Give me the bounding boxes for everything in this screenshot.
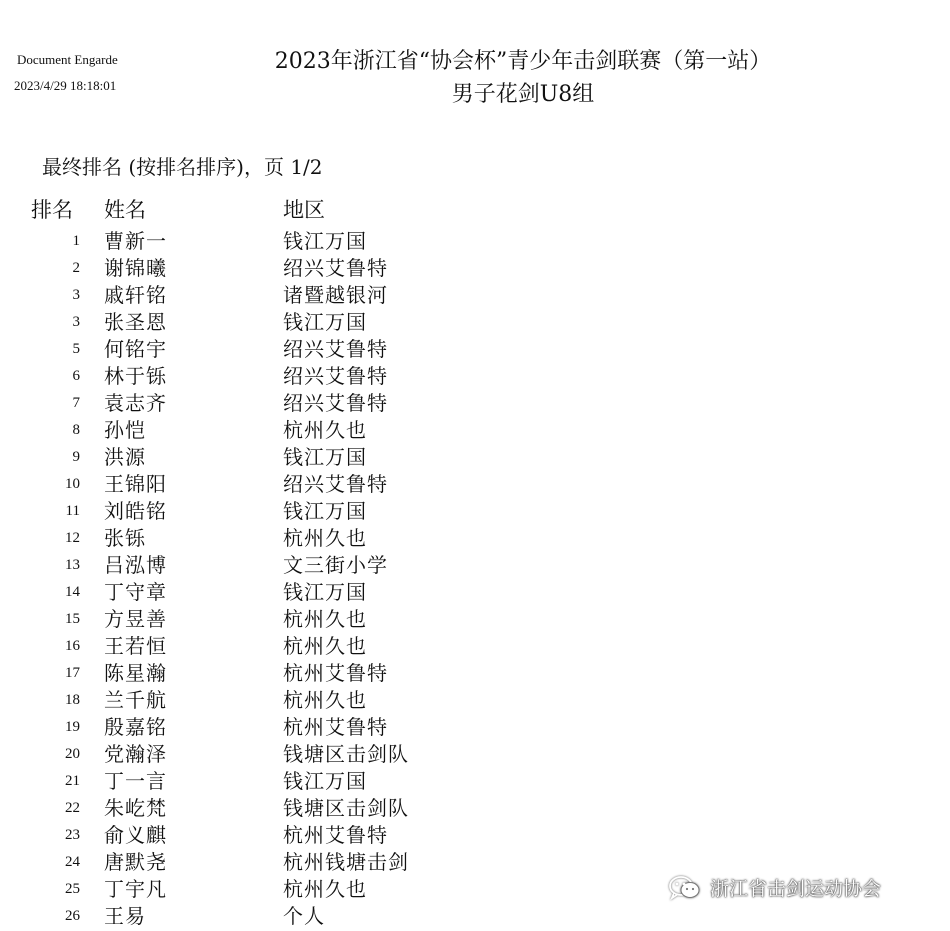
region-cell: 杭州久也 (283, 526, 367, 550)
name-cell: 林于铄 (104, 364, 167, 388)
table-row (0, 633, 950, 660)
column-header-region: 地区 (283, 198, 325, 222)
rank-cell: 6 (72, 368, 80, 384)
name-cell: 何铭宇 (104, 337, 167, 361)
rank-cell: 9 (72, 449, 80, 465)
rank-cell: 16 (65, 638, 80, 654)
table-row (0, 525, 950, 552)
rank-cell: 11 (65, 503, 80, 519)
name-cell: 丁守章 (104, 580, 167, 604)
rank-cell: 26 (65, 908, 80, 924)
region-cell: 杭州久也 (283, 418, 367, 442)
rank-cell: 3 (72, 287, 80, 303)
name-cell: 张圣恩 (104, 310, 167, 334)
table-row (0, 552, 950, 579)
rank-cell: 7 (72, 395, 80, 411)
region-cell: 钱塘区击剑队 (283, 796, 409, 820)
region-cell: 钱江万国 (283, 580, 367, 604)
table-row (0, 714, 950, 741)
section-title: 最终排名 (按排名排序)，页 1/2 (42, 155, 323, 179)
table-row (0, 741, 950, 768)
name-cell: 吕泓博 (104, 553, 167, 577)
rank-cell: 8 (72, 422, 80, 438)
name-cell: 王易 (104, 904, 146, 928)
region-cell: 文三街小学 (283, 553, 388, 577)
table-row (0, 768, 950, 795)
name-cell: 朱屹梵 (104, 796, 167, 820)
rank-cell: 21 (65, 773, 80, 789)
rank-cell: 1 (72, 233, 80, 249)
name-cell: 方昱善 (104, 607, 167, 631)
region-cell: 绍兴艾鲁特 (283, 256, 388, 280)
region-cell: 杭州久也 (283, 607, 367, 631)
rank-cell: 12 (65, 530, 80, 546)
region-cell: 诸暨越银河 (283, 283, 388, 307)
rank-cell: 23 (65, 827, 80, 843)
region-cell: 钱江万国 (283, 769, 367, 793)
name-cell: 俞义麒 (104, 823, 167, 847)
region-cell: 杭州久也 (283, 877, 367, 901)
name-cell: 丁宇凡 (104, 877, 167, 901)
name-cell: 陈星瀚 (104, 661, 167, 685)
column-header-rank: 排名 (31, 198, 73, 222)
region-cell: 绍兴艾鲁特 (283, 391, 388, 415)
name-cell: 洪源 (104, 445, 146, 469)
rank-cell: 22 (65, 800, 80, 816)
table-row (0, 660, 950, 687)
name-cell: 孙恺 (104, 418, 146, 442)
region-cell: 杭州久也 (283, 688, 367, 712)
rank-cell: 15 (65, 611, 80, 627)
app-name: Document Engarde (17, 52, 118, 67)
table-row (0, 822, 950, 849)
rank-cell: 10 (65, 476, 80, 492)
watermark (668, 874, 881, 901)
document-subtitle: 男子花剑U8组 (451, 82, 595, 107)
print-timestamp: 2023/4/29 18:18:01 (14, 78, 117, 93)
table-row (0, 336, 950, 363)
region-cell: 绍兴艾鲁特 (283, 337, 388, 361)
region-cell: 杭州艾鲁特 (283, 661, 388, 685)
name-cell: 王锦阳 (104, 472, 167, 496)
wechat-icon (668, 875, 702, 901)
table-row (0, 228, 950, 255)
table-row (0, 390, 950, 417)
table-row (0, 309, 950, 336)
table-row (0, 849, 950, 876)
name-cell: 兰千航 (104, 688, 167, 712)
rank-cell: 14 (65, 584, 80, 600)
rank-cell: 24 (65, 854, 80, 870)
name-cell: 谢锦曦 (104, 256, 167, 280)
column-header-name: 姓名 (104, 198, 146, 222)
region-cell: 钱江万国 (283, 499, 367, 523)
table-row (0, 579, 950, 606)
document-title: 2023年浙江省“协会杯”青少年击剑联赛（第一站） (274, 49, 772, 74)
region-cell: 个人 (283, 904, 325, 928)
name-cell: 唐默尧 (104, 850, 167, 874)
table-row (0, 687, 950, 714)
name-cell: 殷嘉铭 (104, 715, 167, 739)
table-row (0, 498, 950, 525)
watermark-text: 浙江省击剑运动协会 (710, 878, 882, 900)
region-cell: 钱江万国 (283, 229, 367, 253)
name-cell: 丁一言 (104, 769, 167, 793)
rank-cell: 20 (65, 746, 80, 762)
ranking-table (0, 228, 950, 930)
table-row (0, 606, 950, 633)
region-cell: 钱江万国 (283, 445, 367, 469)
rank-cell: 2 (72, 260, 80, 276)
region-cell: 杭州艾鲁特 (283, 715, 388, 739)
rank-cell: 18 (65, 692, 80, 708)
region-cell: 杭州久也 (283, 634, 367, 658)
region-cell: 绍兴艾鲁特 (283, 364, 388, 388)
name-cell: 袁志齐 (104, 391, 167, 415)
region-cell: 钱江万国 (283, 310, 367, 334)
table-row (0, 282, 950, 309)
region-cell: 杭州艾鲁特 (283, 823, 388, 847)
table-row (0, 795, 950, 822)
table-row (0, 903, 950, 930)
table-row (0, 471, 950, 498)
region-cell: 钱塘区击剑队 (283, 742, 409, 766)
table-row (0, 255, 950, 282)
rank-cell: 13 (65, 557, 80, 573)
name-cell: 王若恒 (104, 634, 167, 658)
rank-cell: 5 (72, 341, 80, 357)
rank-cell: 19 (65, 719, 80, 735)
region-cell: 绍兴艾鲁特 (283, 472, 388, 496)
region-cell: 杭州钱塘击剑 (283, 850, 409, 874)
rank-cell: 3 (72, 314, 80, 330)
table-row (0, 444, 950, 471)
table-row (0, 363, 950, 390)
name-cell: 张铄 (104, 526, 146, 550)
table-row (0, 417, 950, 444)
rank-cell: 25 (65, 881, 80, 897)
rank-cell: 17 (65, 665, 80, 681)
name-cell: 刘皓铭 (104, 499, 167, 523)
name-cell: 曹新一 (104, 229, 167, 253)
name-cell: 党瀚泽 (104, 742, 167, 766)
name-cell: 戚轩铭 (104, 283, 167, 307)
